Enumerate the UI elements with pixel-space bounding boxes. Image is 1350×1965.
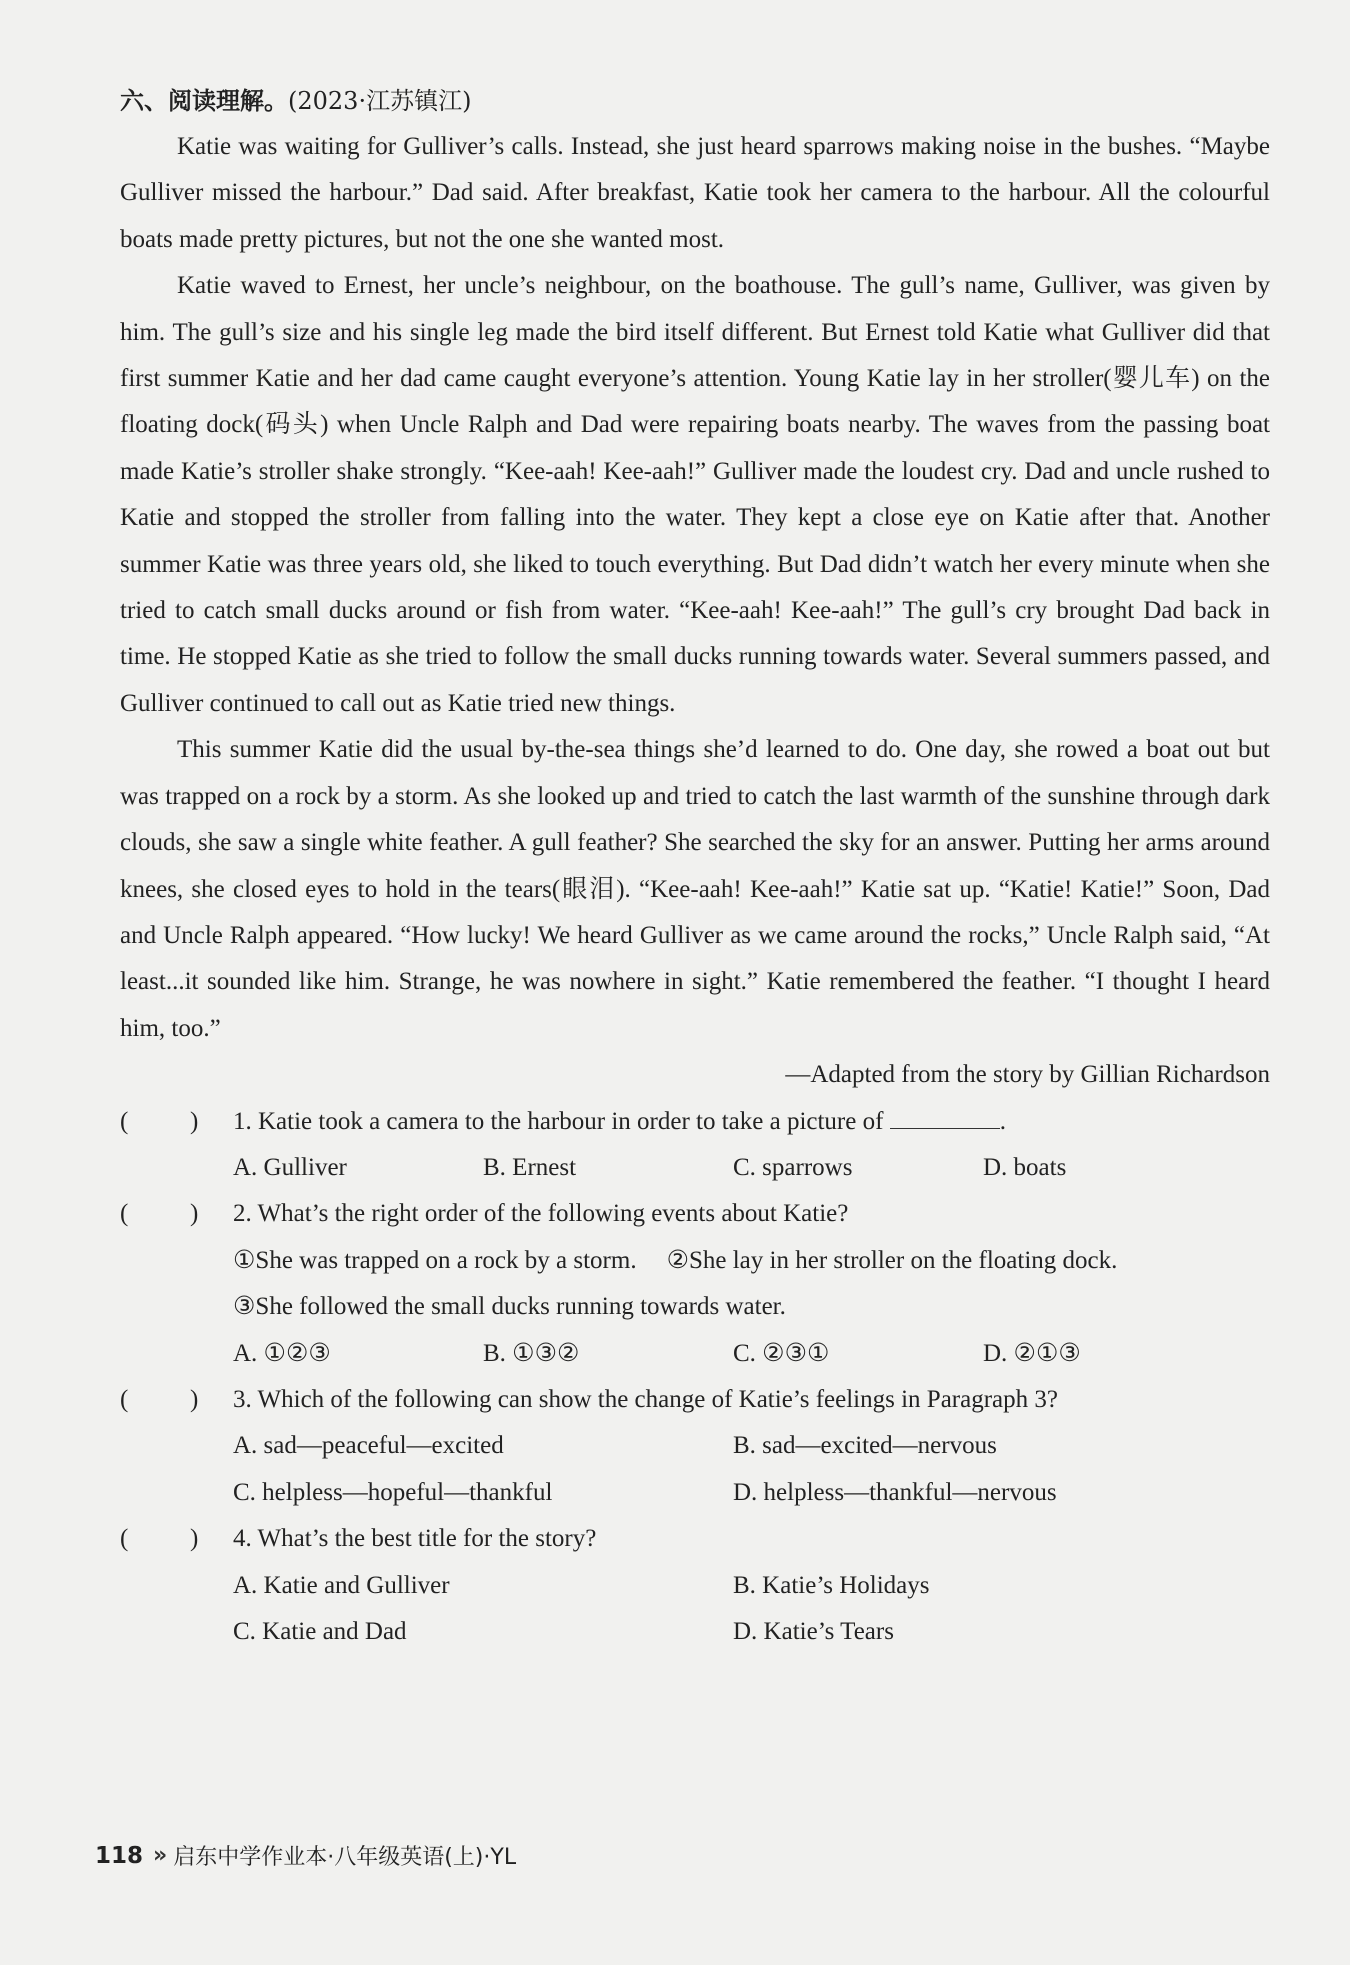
question-3 bbox=[120, 1377, 1270, 1516]
question-2-events-line-2 bbox=[120, 1284, 1270, 1330]
option-a: A. Katie and Gulliver bbox=[233, 1571, 450, 1599]
option-b: B. ①③② bbox=[483, 1339, 580, 1367]
event-2: ②She lay in her stroller on the floating dock. bbox=[666, 1246, 1118, 1274]
option-d: D. helpless—thankful—nervous bbox=[733, 1478, 1057, 1506]
answer-paren-left: ( bbox=[120, 1385, 129, 1413]
option-d: D. Katie’s Tears bbox=[733, 1618, 894, 1645]
question-4-stem: 4. What’s the best title for the story? bbox=[233, 1525, 597, 1553]
question-1-stem-end: . bbox=[999, 1107, 1006, 1135]
answer-paren-right: ) bbox=[190, 1200, 199, 1228]
option-a: A. sad—peaceful—excited bbox=[233, 1432, 504, 1460]
question-1-options bbox=[120, 1145, 1270, 1191]
passage-paragraph-3: This summer Katie did the usual by-the-sea things she’d learned to do. One day, she rowed a boat out but was trapped on a rock by a storm. As she looked up and tried to catch the last warmth of the sunshine through dark clouds, she saw a single white feather. A gull feather? She searched the sky for an answer. Putting her arms around knees, she closed eyes to hold in the tears(眼泪). “Kee-aah! Kee-aah!” Katie sat up. “Katie! Katie!” Soon, Dad and Uncle Ralph appeared. “How lucky! We heard Gulliver as we came around the rocks,” Uncle Ralph said, “At least...it sounded like him. Strange, he was nowhere in sight.” Katie remembered the feather. “I thought I heard him, too.” bbox=[120, 736, 1270, 1042]
question-2-stem: 2. What’s the right order of the following events about Katie? bbox=[233, 1200, 849, 1228]
answer-paren-right: ) bbox=[190, 1107, 199, 1135]
section-title: 六、阅读理解。 bbox=[120, 87, 288, 115]
reading-passage bbox=[120, 124, 1270, 1099]
question-4 bbox=[120, 1516, 1270, 1655]
question-2 bbox=[120, 1191, 1270, 1377]
question-2-stem-line bbox=[120, 1191, 1270, 1237]
question-4-stem-line bbox=[120, 1516, 1270, 1562]
passage-attribution: —Adapted from the story by Gillian Richardson bbox=[785, 1061, 1270, 1089]
option-c: C. ②③① bbox=[733, 1339, 830, 1367]
event-1: ①She was trapped on a rock by a storm. bbox=[233, 1246, 637, 1274]
question-3-options bbox=[120, 1423, 1270, 1516]
answer-paren-left: ( bbox=[120, 1525, 129, 1553]
section-heading bbox=[120, 78, 1270, 124]
event-3: ③She followed the small ducks running towards water. bbox=[233, 1293, 786, 1321]
question-2-events-line-1 bbox=[120, 1238, 1270, 1284]
option-a: A. ①②③ bbox=[233, 1339, 331, 1367]
option-c: C. helpless—hopeful—thankful bbox=[233, 1478, 553, 1506]
question-1-stem: 1. Katie took a camera to the harbour in order to take a picture of bbox=[233, 1107, 884, 1135]
answer-paren-right: ) bbox=[190, 1525, 199, 1553]
option-b: B. Ernest bbox=[483, 1153, 577, 1181]
question-3-stem-line bbox=[120, 1377, 1270, 1423]
passage-paragraph-1: Katie was waiting for Gulliver’s calls. Instead, she just heard sparrows making noise in the bushes. “Maybe Gulliver missed the harbour.” Dad said. After breakfast, Katie took her camera to the harbour. All the colourful boats made pretty pictures, but not the one she wanted most. bbox=[120, 133, 1270, 253]
option-d: D. boats bbox=[983, 1153, 1067, 1181]
question-2-options bbox=[120, 1331, 1270, 1377]
chevron-right-icon: » bbox=[153, 1843, 164, 1868]
passage-paragraph-2: Katie waved to Ernest, her uncle’s neighbour, on the boathouse. The gull’s name, Gulliver, was given by him. The gull’s size and his single leg made the bird itself different. But Ernest told Katie what Gulliver did that first summer Katie and her dad came caught everyone’s attention. Young Katie lay in her stroller(婴儿车) on the floating dock(码头) when Uncle Ralph and Dad were repairing boats nearby. The waves from the passing boat made Katie’s stroller shake strongly. “Kee-aah! Kee-aah!” Gulliver made the loudest cry. Dad and uncle rushed to Katie and stopped the stroller from falling into the water. They kept a close eye on Katie after that. Another summer Katie was three years old, she liked to touch everything. But Dad didn’t watch her every minute when she tried to catch small ducks around or fish from water. “Kee-aah! Kee-aah!” The gull’s cry brought Dad back in time. He stopped Katie as she tried to follow the small ducks running towards water. Several summers passed, and Gulliver continued to call out as Katie tried new things. bbox=[120, 272, 1270, 717]
option-b: B. Katie’s Holidays bbox=[733, 1571, 930, 1599]
question-3-stem: 3. Which of the following can show the change of Katie’s feelings in Paragraph 3? bbox=[233, 1385, 1058, 1413]
answer-paren-left: ( bbox=[120, 1200, 129, 1228]
option-a: A. Gulliver bbox=[233, 1153, 347, 1181]
option-b: B. sad—excited—nervous bbox=[733, 1432, 997, 1460]
answer-blank bbox=[890, 1106, 1000, 1129]
question-1 bbox=[120, 1099, 1270, 1192]
answer-paren-left: ( bbox=[120, 1107, 129, 1135]
answer-paren-right: ) bbox=[190, 1385, 199, 1413]
option-c: C. sparrows bbox=[733, 1153, 853, 1181]
page-number: 118 bbox=[95, 1842, 144, 1869]
question-4-options bbox=[120, 1563, 1270, 1656]
option-d: D. ②①③ bbox=[983, 1339, 1081, 1367]
option-c: C. Katie and Dad bbox=[233, 1618, 407, 1645]
page-footer bbox=[95, 1840, 516, 1871]
section-source: (2023·江苏镇江) bbox=[288, 87, 472, 115]
question-1-stem-line bbox=[120, 1099, 1270, 1145]
book-title: 启东中学作业本·八年级英语(上)·YL bbox=[173, 1845, 517, 1870]
content-area bbox=[120, 78, 1270, 1655]
